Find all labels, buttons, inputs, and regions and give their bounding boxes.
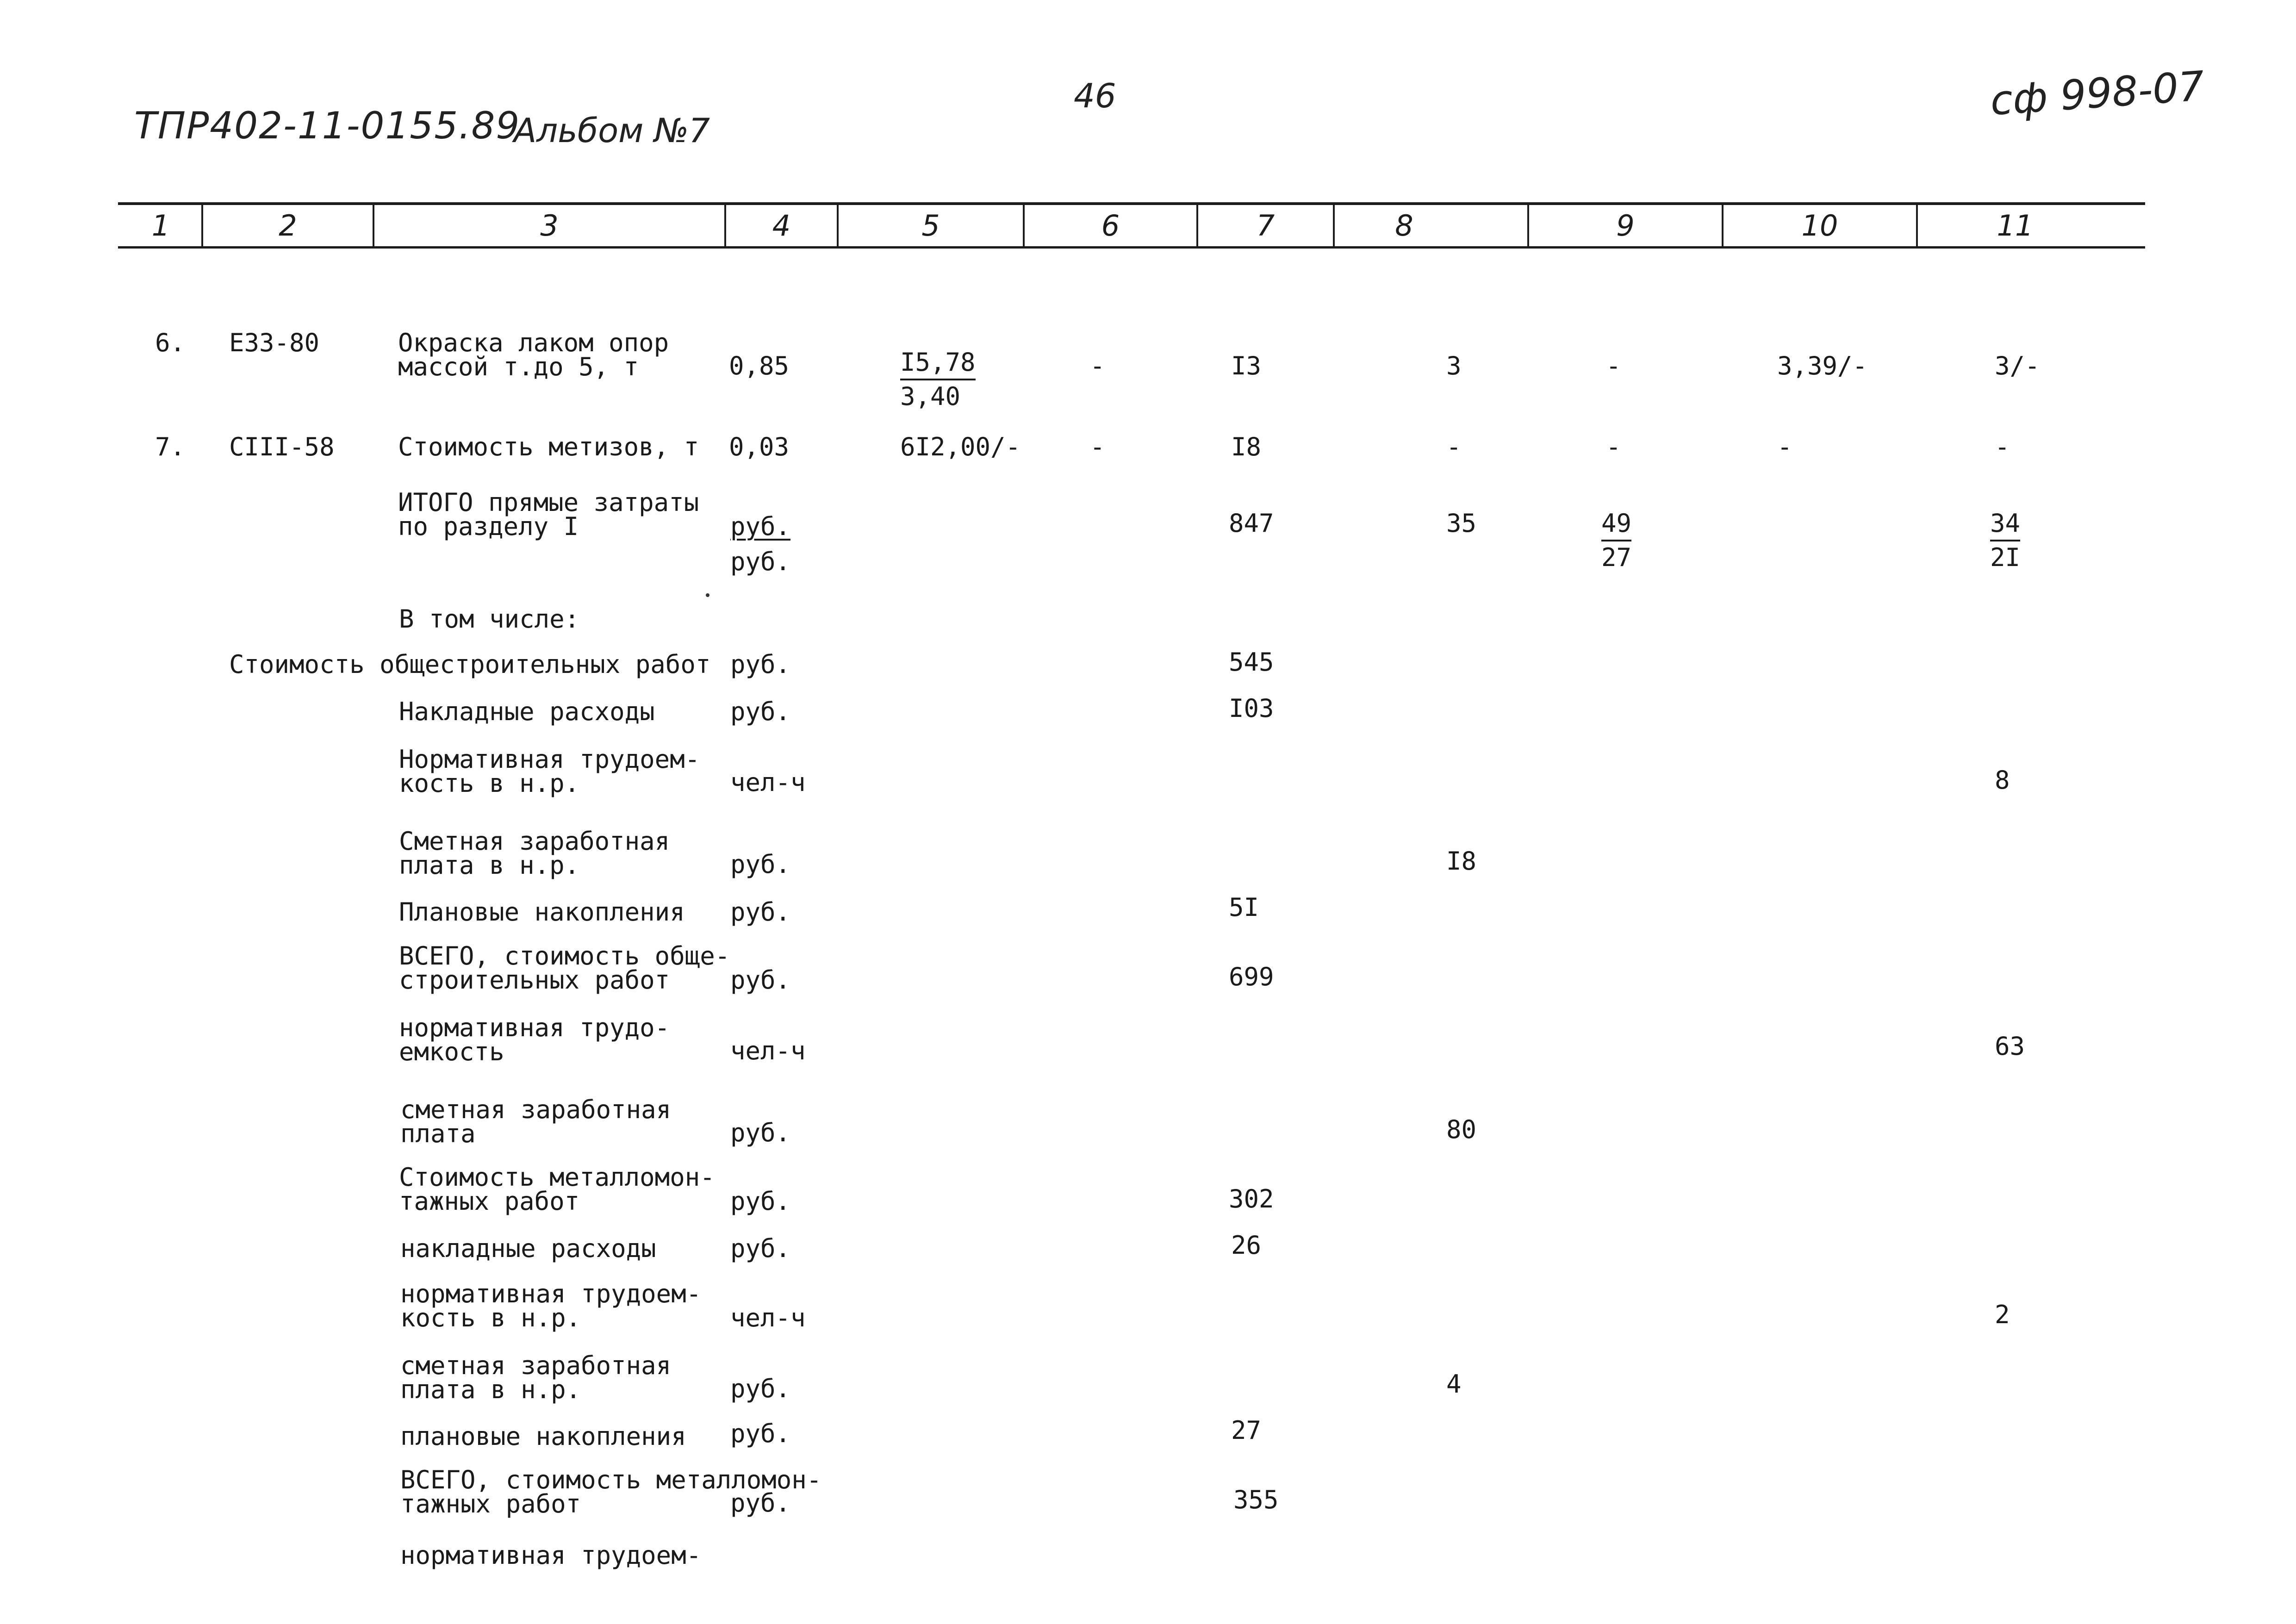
item-name: Стоимость общестроительных работ	[229, 650, 711, 679]
item-unit: руб.	[730, 897, 791, 927]
item-col11: 63	[1995, 1032, 2025, 1061]
item-name: нормативная трудоем-	[400, 1541, 702, 1570]
column-header-8: 8	[1395, 209, 1413, 243]
total-col9	[1601, 509, 1631, 572]
row-price-top: I5,78	[900, 348, 976, 380]
column-header-10: 10	[1801, 209, 1838, 243]
row-col9: -	[1606, 432, 1621, 461]
item-unit: руб.	[730, 1118, 791, 1147]
page-number: 46	[1074, 76, 1116, 115]
item-name: плановые накопления	[400, 1422, 686, 1451]
row-number: 7.	[155, 432, 186, 461]
total-col7: 847	[1229, 509, 1274, 538]
column-header-7: 7	[1256, 209, 1275, 243]
total-col9-bottom: 27	[1601, 543, 1632, 572]
row-price	[900, 348, 976, 411]
item-unit: чел-ч	[730, 1303, 806, 1332]
item-name: ВСЕГО, стоимость обще- строительных работ	[399, 941, 730, 995]
column-header-6: 6	[1101, 209, 1120, 243]
column-header-3: 3	[540, 209, 559, 243]
column-header-5: 5	[921, 209, 940, 243]
item-unit: чел-ч	[730, 1036, 806, 1065]
item-col7: 27	[1231, 1416, 1262, 1445]
document-code: ТПР402-11-0155.89	[134, 104, 521, 147]
item-name: Сметная заработная плата в н.р.	[399, 827, 670, 880]
item-col7: 302	[1229, 1184, 1274, 1213]
item-name: Накладные расходы	[399, 697, 655, 726]
including-label: В том числе:	[399, 604, 580, 634]
row-col7: I3	[1231, 351, 1262, 380]
row-number: 6.	[155, 328, 186, 357]
item-unit: руб.	[730, 1488, 791, 1518]
item-name: Плановые накопления	[399, 897, 685, 927]
item-col7: 699	[1229, 962, 1274, 991]
item-col8: 4	[1446, 1369, 1462, 1399]
column-header-9: 9	[1616, 209, 1635, 243]
row-col6: -	[1090, 432, 1105, 461]
row-name: Окраска лаком опор массой т.до 5, т	[398, 328, 669, 381]
item-unit: чел-ч	[730, 768, 806, 797]
item-name: ВСЕГО, стоимость металломон- тажных работ	[400, 1465, 822, 1518]
total-unit-top: руб.	[730, 512, 791, 541]
total-col11-bottom: 2I	[1990, 543, 2021, 572]
item-name: сметная заработная плата в н.р.	[400, 1351, 672, 1404]
item-name: Нормативная трудоем- кость в н.р.	[399, 745, 700, 798]
column-header-2: 2	[279, 209, 297, 243]
item-name: нормативная трудоем- кость в н.р.	[400, 1279, 702, 1332]
row-col7: I8	[1231, 432, 1262, 461]
item-unit: руб.	[730, 1419, 791, 1448]
row-name: Стоимость метизов, т	[398, 432, 699, 461]
column-header-1: 1	[151, 209, 170, 243]
row-price: 6I2,00/-	[900, 432, 1021, 461]
reference-code: сф 998-07	[1988, 62, 2206, 125]
item-col8: I8	[1446, 846, 1477, 876]
row-col8: 3	[1446, 351, 1462, 380]
row-col11: 3/-	[1995, 351, 2040, 380]
item-name: накладные расходы	[400, 1234, 656, 1263]
total-unit-bottom: руб.	[730, 547, 791, 576]
item-unit: руб.	[730, 650, 791, 679]
row-col11: -	[1995, 432, 2010, 461]
row-col10: 3,39/-	[1777, 351, 1868, 380]
item-name: сметная заработная плата	[400, 1095, 672, 1148]
item-unit: руб.	[730, 1234, 791, 1263]
item-unit: руб.	[730, 850, 791, 879]
item-col7: 545	[1229, 647, 1274, 677]
row-price-bottom: 3,40	[900, 382, 961, 411]
row-code: Е33-80	[229, 328, 320, 357]
item-col7: 5I	[1229, 893, 1259, 922]
item-unit: руб.	[730, 1374, 791, 1403]
column-header-11: 11	[1997, 209, 2034, 243]
item-col11: 8	[1995, 765, 2010, 795]
ink-dot	[706, 593, 709, 597]
item-unit: руб.	[730, 1187, 791, 1216]
album-label: Альбом №7	[514, 111, 710, 150]
total-col11	[1990, 509, 2020, 572]
total-col8: 35	[1446, 509, 1477, 538]
row-col10: -	[1777, 432, 1792, 461]
row-col9: -	[1606, 351, 1621, 380]
header-top-rule	[118, 202, 2145, 205]
column-header-4: 4	[772, 209, 791, 243]
item-name: Стоимость металломон- тажных работ	[399, 1163, 715, 1216]
item-col7: 26	[1231, 1231, 1262, 1260]
row-col6: -	[1090, 351, 1105, 380]
item-col8: 80	[1446, 1115, 1477, 1144]
row-col8: -	[1446, 432, 1462, 461]
row-quantity: 0,03	[729, 432, 790, 461]
item-unit: руб.	[730, 697, 791, 726]
item-col11: 2	[1995, 1300, 2010, 1329]
item-col7: 355	[1233, 1485, 1279, 1514]
total-name: ИТОГО прямые затраты по разделу I	[398, 488, 699, 541]
item-name: нормативная трудо- емкость	[399, 1013, 670, 1066]
item-unit: руб.	[730, 965, 791, 995]
item-col7: I03	[1229, 694, 1274, 723]
total-col9-top: 49	[1601, 509, 1631, 541]
total-col11-top: 34	[1990, 509, 2020, 541]
row-code: СIII-58	[229, 432, 335, 461]
header-bottom-rule	[118, 246, 2145, 249]
row-quantity: 0,85	[729, 351, 790, 380]
